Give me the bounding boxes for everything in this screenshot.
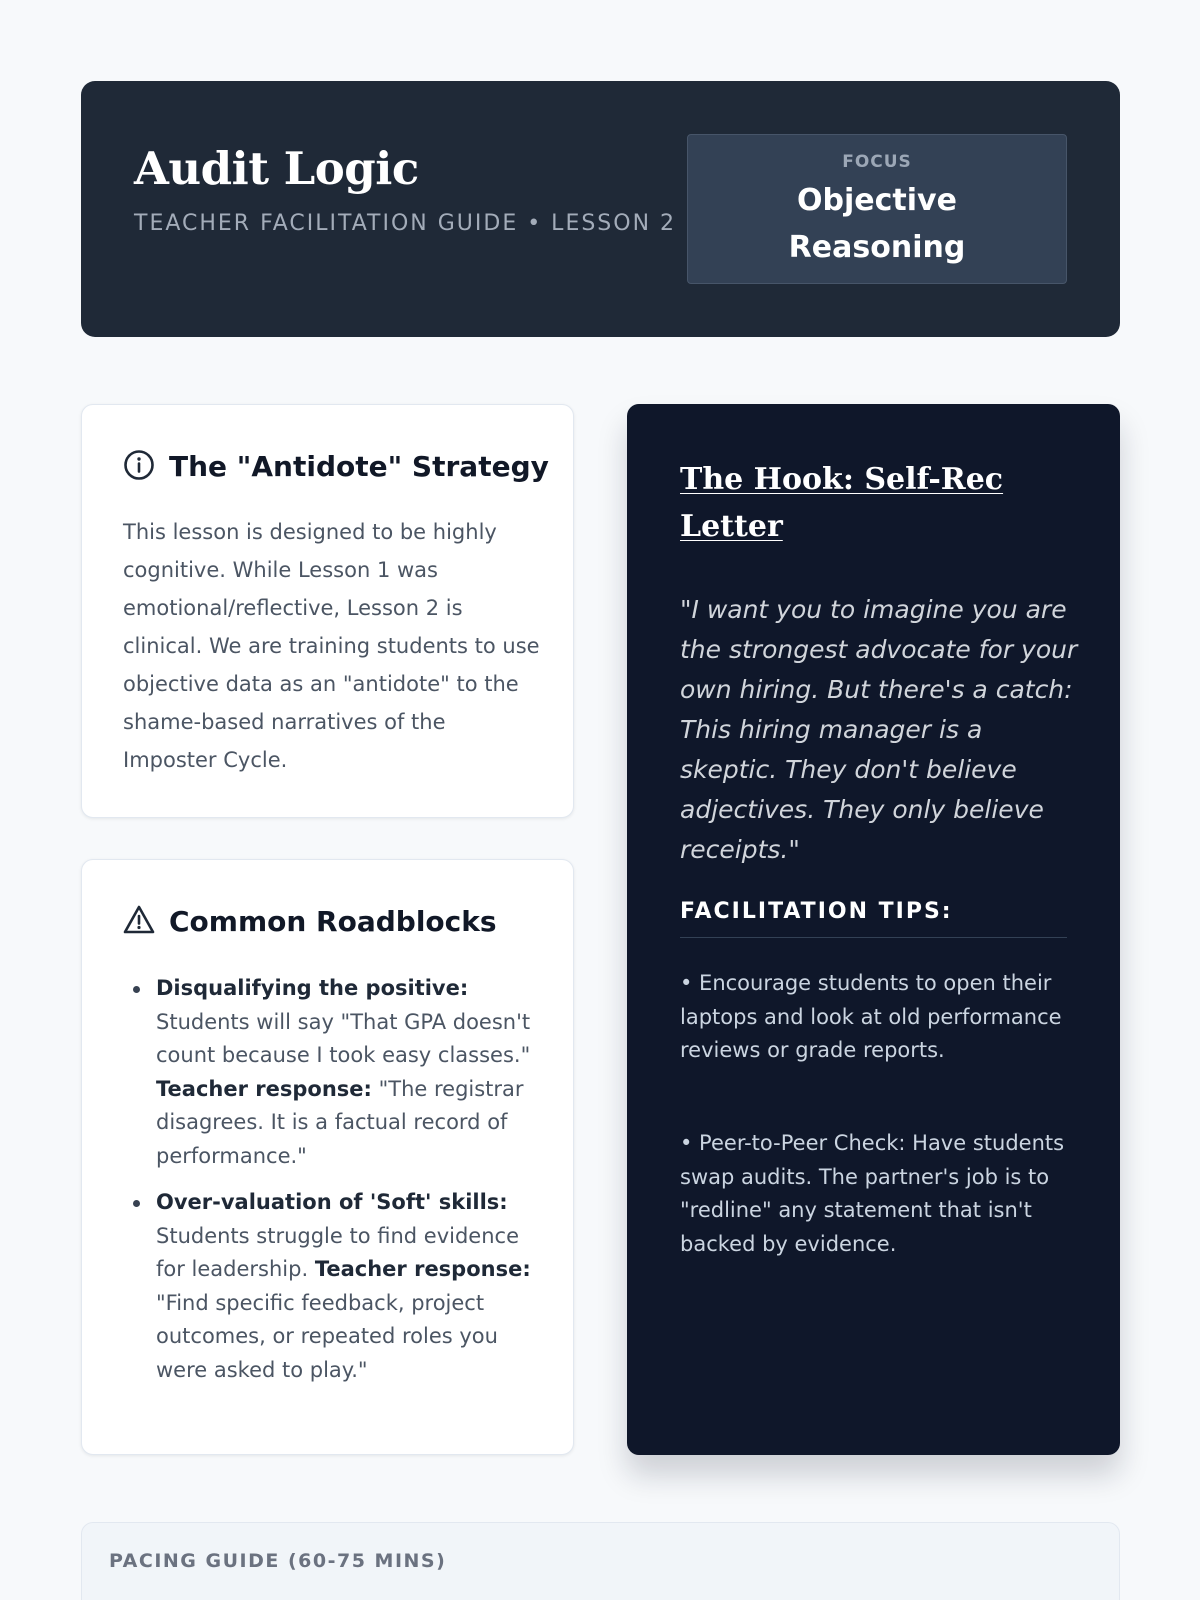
focus-badge (687, 134, 1067, 284)
list-item (156, 1186, 546, 1387)
info-circle-icon (123, 449, 155, 485)
teacher-response: "The registrar disagrees. It is a factual record of performance." (156, 1076, 524, 1168)
teacher-response: "Find specific feedback, project outcomes, or repeated roles you were asked to play." (156, 1290, 498, 1382)
facilitation-tip: • Peer-to-Peer Check: Have students swap audits. The partner's job is to "redline" any statement that isn't backed by evidence. (680, 1131, 1065, 1256)
hook-card (627, 404, 1120, 1455)
hook-title: The Hook: Self-Rec Letter (680, 462, 1004, 544)
hook-quote: "I want you to imagine you are the strongest advocate for your own hiring. But there's a catch: This hiring manager is a skeptic. They don't believe adjectives. They only believe receipts." (680, 595, 1078, 864)
guide-header (81, 81, 1120, 337)
roadblock-text: Students struggle to find evidence for leadership. (156, 1223, 519, 1281)
roadblock-list (156, 972, 546, 1400)
teacher-response-label: Teacher response: (156, 1076, 372, 1101)
teacher-response-label: Teacher response: (314, 1257, 531, 1281)
strategy-heading (123, 447, 549, 487)
list-item (156, 972, 546, 1173)
page-title: Audit Logic (134, 142, 419, 195)
pacing-guide-panel (81, 1522, 1120, 1600)
warning-triangle-icon (123, 904, 155, 940)
page-subtitle: TEACHER FACILITATION GUIDE • LESSON 2 (134, 211, 677, 236)
facilitation-tip: • Encourage students to open their laptops and look at old performance reviews or grade reports. (680, 971, 1062, 1062)
roadblock-text: Students will say "That GPA doesn't count because I took easy classes." (156, 1009, 531, 1067)
roadblock-title: Disqualifying the positive: (156, 976, 469, 1000)
focus-label: FOCUS (842, 152, 912, 172)
strategy-heading-text: The "Antidote" Strategy (169, 450, 549, 483)
focus-value: Objective Reasoning (788, 183, 966, 265)
roadblocks-heading (123, 902, 497, 942)
roadblock-title: Over-valuation of 'Soft' skills: (156, 1190, 508, 1214)
pacing-guide-label: PACING GUIDE (60-75 MINS) (109, 1550, 447, 1572)
antidote-strategy-card (81, 404, 574, 818)
roadblocks-heading-text: Common Roadblocks (169, 905, 497, 938)
strategy-body: This lesson is designed to be highly cognitive. While Lesson 1 was emotional/reflective, Lesson 2 is clinical. We are training students to use objective data as an "antidote" to the shame-based narratives of the Imposter Cycle. (123, 520, 540, 772)
common-roadblocks-card (81, 859, 574, 1455)
facilitation-tips-heading: FACILITATION TIPS: (680, 897, 1067, 938)
